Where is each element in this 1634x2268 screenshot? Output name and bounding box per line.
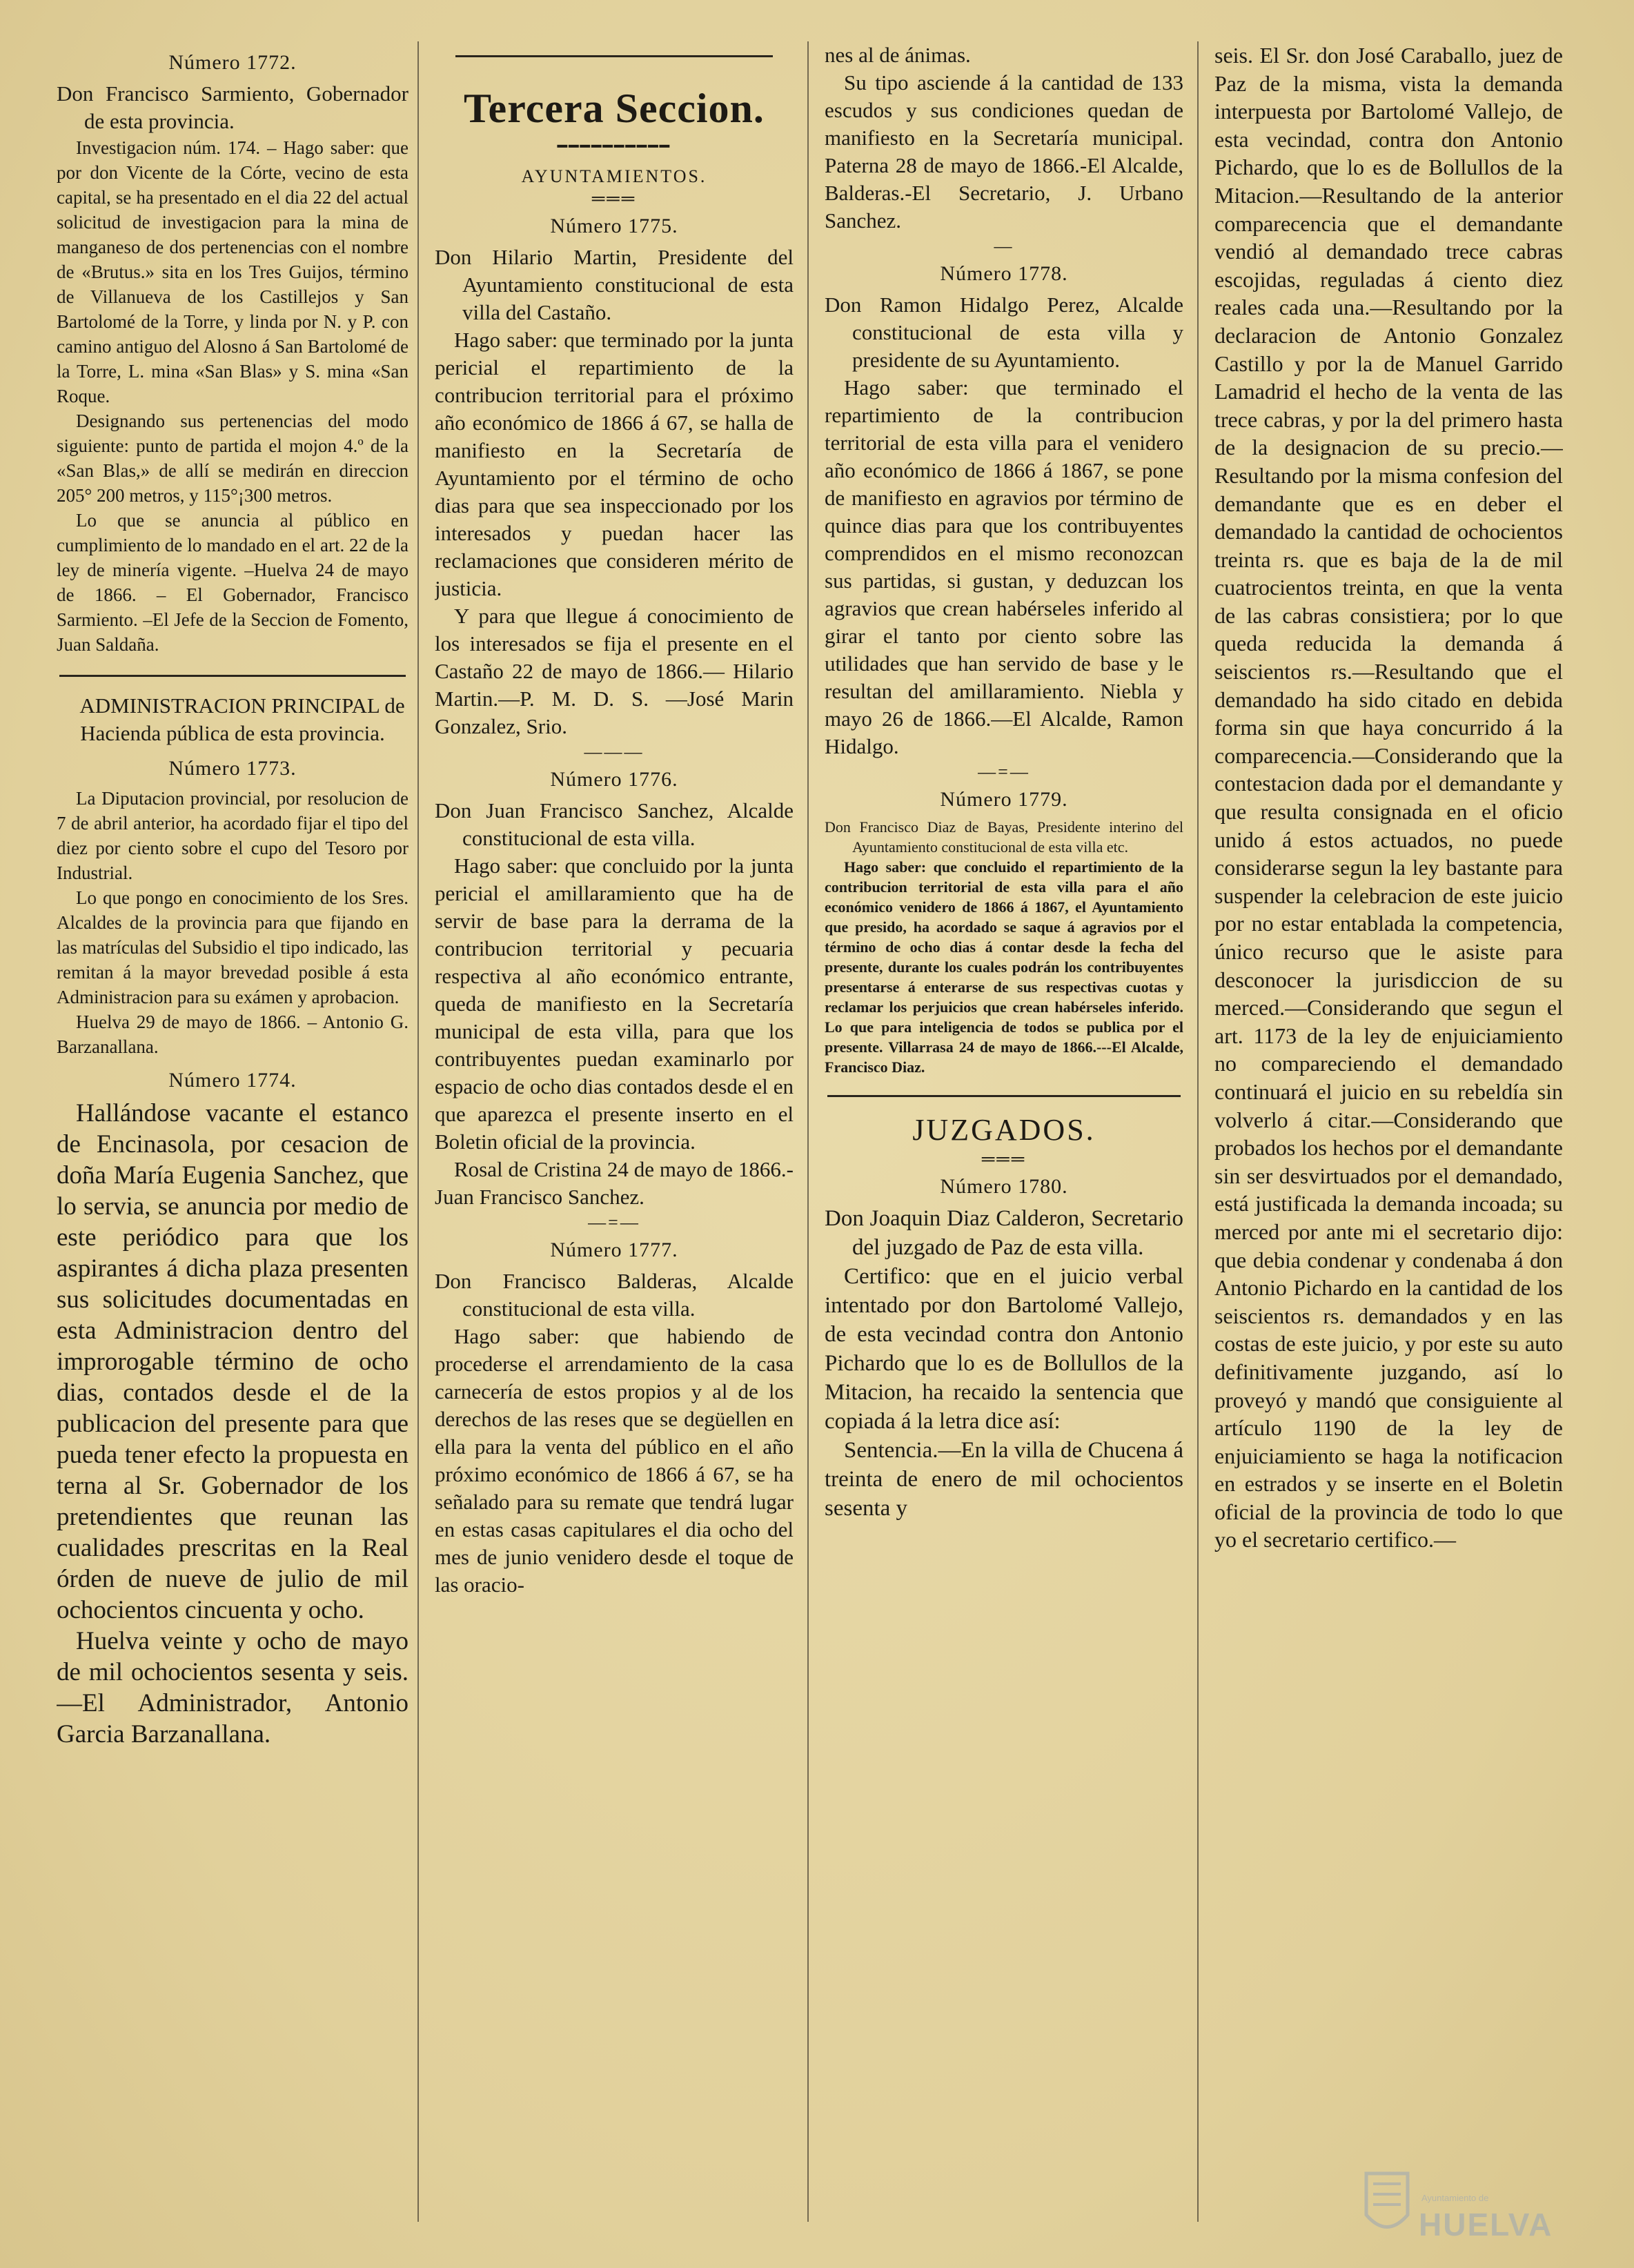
- notice-heading: Don Juan Francisco Sanchez, Alcalde constitucional de esta villa.: [435, 798, 794, 850]
- notice-body: Lo que pongo en conocimiento de los Sres. Alcaldes de la provincia para que fijando en las matrículas del Subsidio el tipo indicado, las remitan á la mayor brevedad posible á esta Administracion para su exámen y aprobacion.: [57, 887, 408, 1007]
- notice-body: Hago saber: que concluido el repartimiento de la contribucion territorial de esta villa para el año económico venidero de 1866 á 1867, el Ayuntamiento que presido, ha acordado se saque á agravios por el término de ocho dias á contar desde la fecha del presente, durante los cuales podrán los contribuyentes presentarse á enterarse de sus respectivas cuotas y reclamar los perjuicios que crean habérseles inferido. Lo que para inteligencia de todos se publica por el presente. Villarrasa 24 de mayo de 1866.---El Alcalde, Francisco Diaz.: [825, 858, 1183, 1076]
- notice-body: Su tipo asciende á la cantidad de 133 escudos y sus condiciones quedan de manifiesto en la Secretaría municipal. Paterna 28 de mayo de 1866.-El Alcalde, Balderas.-El Secretario, J. Urbano Sanchez.: [825, 70, 1183, 233]
- notice-number: Número 1772.: [168, 51, 297, 74]
- notice-heading: Don Ramon Hidalgo Perez, Alcalde constitucional de esta villa y presidente de su Ayuntamiento.: [825, 293, 1183, 372]
- section-title: JUZGADOS.: [912, 1113, 1096, 1147]
- crest-icon: [1366, 2173, 1408, 2227]
- notice-heading: Don Francisco Balderas, Alcalde constitucional de esta villa.: [435, 1269, 794, 1321]
- notice-number: Número 1774.: [168, 1069, 297, 1092]
- section-subtitle: AYUNTAMIENTOS.: [521, 166, 707, 186]
- column-rule: [1197, 41, 1199, 2222]
- notice-body: Lo que se anuncia al público en cumplimiento de lo mandado en el art. 22 de la ley de minería vigente. –Huelva 24 de mayo de 1866. – El Gobernador, Francisco Sarmiento. –El Jefe de la Seccion de Fomento, Juan Saldaña.: [57, 510, 408, 655]
- notice-body: Hago saber: que terminado por la junta pericial el repartimiento de la contribucion territorial para el próximo año económico de 1866 á 67, se halla de manifiesto en la Secretaría de Ayuntamiento por el término de ocho dias para que sea inspeccionado por los interesados y puedan hacer las reclamaciones que consideren mérito de justicia.: [435, 328, 794, 600]
- notice-heading: Don Francisco Diaz de Bayas, Presidente interino del Ayuntamiento constitucional de esta villa etc.: [825, 818, 1183, 856]
- notice-body: Certifico: que en el juicio verbal intentado por don Bartolomé Vallejo, de esta vecindad contra don Antonio Pichardo que lo es de Bollullos de la Mitacion, ha recaido la sentencia que copiada á la letra dice así:: [825, 1264, 1183, 1434]
- notice-number: Número 1775.: [550, 215, 678, 237]
- notice-number: Número 1777.: [550, 1239, 678, 1261]
- ornament-divider: —: [994, 236, 1014, 256]
- notice-heading: Don Joaquin Diaz Calderon, Secretario del juzgado de Paz de esta villa.: [825, 1206, 1183, 1260]
- notice-number: Número 1778.: [940, 262, 1068, 285]
- notice-heading: Don Francisco Sarmiento, Gobernador de esta provincia.: [57, 81, 408, 133]
- ornament-divider: —=—: [978, 762, 1030, 782]
- notice-body: La Diputacion provincial, por resolucion de 7 de abril anterior, ha acordado fijar el tipo del diez por ciento sobre el cupo del Tesoro por Industrial.: [57, 788, 408, 883]
- notice-body: Hago saber: que concluido por la junta pericial el amillaramiento que ha de servir de base para la derrama de la contribucion territorial y pecuaria respectiva al año económico entrante, queda de manifiesto en la Secretaría municipal de esta villa, para que los contribuyentes puedan examinarlo por espacio de ocho dias contados desde el en que aparezca el presente inserto en el Boletin oficial de la provincia.: [435, 854, 794, 1154]
- huelva-watermark-logo: [1352, 2160, 1559, 2256]
- notice-body: Hago saber: que terminado el repartimiento de la contribucion territorial de esta villa para el venidero año económico de 1866 á 1867, se pone de manifiesto en agravios por término de quince dias para que los contribuyentes comprendidos en el mismo reconozcan sus partidas, si gustan, y deduzcan los agravios que crean habérseles inferido al girar el tanto por ciento sobre las utilidades que han servido de base y le resultan del amillaramiento. Niebla y mayo 26 de 1866.—El Alcalde, Ramon Hidalgo.: [825, 375, 1183, 758]
- section-divider: [455, 55, 773, 57]
- notice-body: Designando sus pertenencias del modo siguiente: punto de partida el mojon 4.º de la «San Blas,» de allí se medirán en direccion 205° 200 metros, y 115°¡300 metros.: [57, 411, 408, 506]
- notice-body: nes al de ánimas.: [825, 43, 971, 67]
- notice-number: Número 1779.: [940, 788, 1068, 811]
- notice-body: Hago saber: que habiendo de procederse el arrendamiento de la casa carnecería de estos propios y al de los derechos de las reses que se degüellen en ella para la venta del público en el año próximo económico de 1866 á 67, se ha señalado para su remate que tendrá lugar en estas casas capitulares el dia ocho del mes de junio venidero desde el toque de las oracio-: [435, 1324, 794, 1597]
- ornament-divider: ═══: [981, 1149, 1027, 1169]
- column-2: [435, 41, 794, 1599]
- section-heading: ADMINISTRACION PRINCIPAL de Hacienda pública de esta provincia.: [79, 693, 405, 745]
- ornament-divider: ═══: [591, 188, 637, 208]
- column-1: [57, 41, 408, 1750]
- column-rule: [807, 41, 809, 2222]
- column-4: [1214, 41, 1563, 1554]
- section-divider: [827, 1095, 1181, 1097]
- notice-body: Sentencia.—En la villa de Chucena á treinta de enero de mil ochocientos sesenta y: [825, 1438, 1183, 1521]
- ornament-divider: ━━━━━━━━━━: [557, 138, 671, 156]
- notice-body: Investigacion núm. 174. – Hago saber: que por don Vicente de la Córte, vecino de esta capital, se ha presentado en el dia 22 del actual solicitud de investigacion para la mina de manganeso de dos pertenencias con el nombre de «Brutus.» sita en los Tres Guijos, término de Villanueva de los Castillejos y San Bartolomé de la Torre, y linda por N. y P. con camino antiguo del Alosno á San Bartolomé de la Torre, L. mina «San Blas» y S. mina «San Roque.: [57, 137, 408, 406]
- column-rule: [417, 41, 419, 2222]
- watermark-label: Ayuntamiento de: [1421, 2193, 1489, 2203]
- notice-number: Número 1773.: [168, 757, 297, 780]
- notice-body: Hallándose vacante el estanco de Encinasola, por cesacion de doña María Eugenia Sanchez, que lo servia, se anuncia por medio de este periódico para que los aspirantes á dicha plaza presenten sus solicitudes documentadas en esta Administracion dentro del improrogable término de ocho dias, contados desde el de la publicacion del presente para que pueda tener efecto la propuesta en terna al Sr. Gobernador de los pretendientes que reunan las cualidades prescritas en la Real órden de nueve de julio de mil ochocientos cincuenta y ocho.: [57, 1099, 408, 1624]
- ornament-divider: —=—: [588, 1212, 640, 1232]
- notice-body: seis. El Sr. don José Caraballo, juez de Paz de la misma, vista la demanda interpuesta por Bartolomé Vallejo, de esta vecindad, contra don Antonio Pichardo, que lo es de Bollullos de la Mitacion.—Resultando de la anterior comparecencia que el demandante vendió al demandado trece cabras escojidas, reguladas á ciento diez reales cada una.—Resultando por la declaracion de Antonio Gonzalez Castillo y por la de Manuel Garrido Lamadrid el hecho de la venta de las trece cabras, y por la del primero hasta de la designacion de su precio.—Resultando por la misma confesion del demandante que es en deber el demandado la cantidad de ochocientos treinta rs. que es baja de la de mil cuatrocientos treinta, en que la venta de las cabras consistiera; por lo que queda reducida la demanda á seiscientos rs.—Resultando que el demandado ha sido citado en debida forma sin que haya concurrido á la comparecencia.—Considerando que la contestacion dada por el demandante y que resulta consignada en el oficio unido á estos actuados, no puede considerarse segun la ley bastante para suspender la celebracion de este juicio por no estar entablada la competencia, único recurso que le asiste para desconocer la jurisdiccion de su merced.—Considerando que segun el art. 1173 de la ley de enjuiciamiento no compareciendo el demandado continuará el juicio en su rebeldía sin volverlo á citar.—Considerando que probados los hechos por el demandante sin ser desvirtuados por el demandado, está justificada la demanda incoada; su merced por ante mi el secretario dijo: que debia condenar y condenaba á don Antonio Pichardo en la cantidad de los seiscientos rs. demandados y en las costas de este juicio, y por este su auto definitivamente juzgando, así lo proveyó y mandó que consiguiente al artículo 1190 de la ley de enjuiciamiento se haga la notificacion en estrados y se inserte en el Boletin oficial de la provincia de todo lo que yo el secretario certifico.—: [1214, 43, 1563, 1552]
- ornament-divider: ———: [584, 742, 644, 762]
- notice-body: Y para que llegue á conocimiento de los interesados se fija el presente en el Castaño 22 de mayo de 1866.— Hilario Martin.—P. M. D. S. —José Marin Gonzalez, Srio.: [435, 604, 794, 738]
- notice-body: Huelva veinte y ocho de mayo de mil ochocientos sesenta y seis. —El Administrador, Antonio Garcia Barzanallana.: [57, 1627, 408, 1748]
- notice-body: Rosal de Cristina 24 de mayo de 1866.-Juan Francisco Sanchez.: [435, 1157, 794, 1209]
- notice-heading: Don Hilario Martin, Presidente del Ayuntamiento constitucional de esta villa del Castaño.: [435, 245, 794, 324]
- watermark-label: HUELVA: [1419, 2207, 1553, 2242]
- notice-number: Número 1780.: [940, 1175, 1068, 1198]
- notice-number: Número 1776.: [550, 768, 678, 791]
- notice-body: Huelva 29 de mayo de 1866. – Antonio G. Barzanallana.: [57, 1012, 408, 1057]
- column-3: [825, 41, 1183, 1523]
- section-title: Tercera Seccion.: [464, 86, 765, 131]
- section-divider: [59, 675, 406, 677]
